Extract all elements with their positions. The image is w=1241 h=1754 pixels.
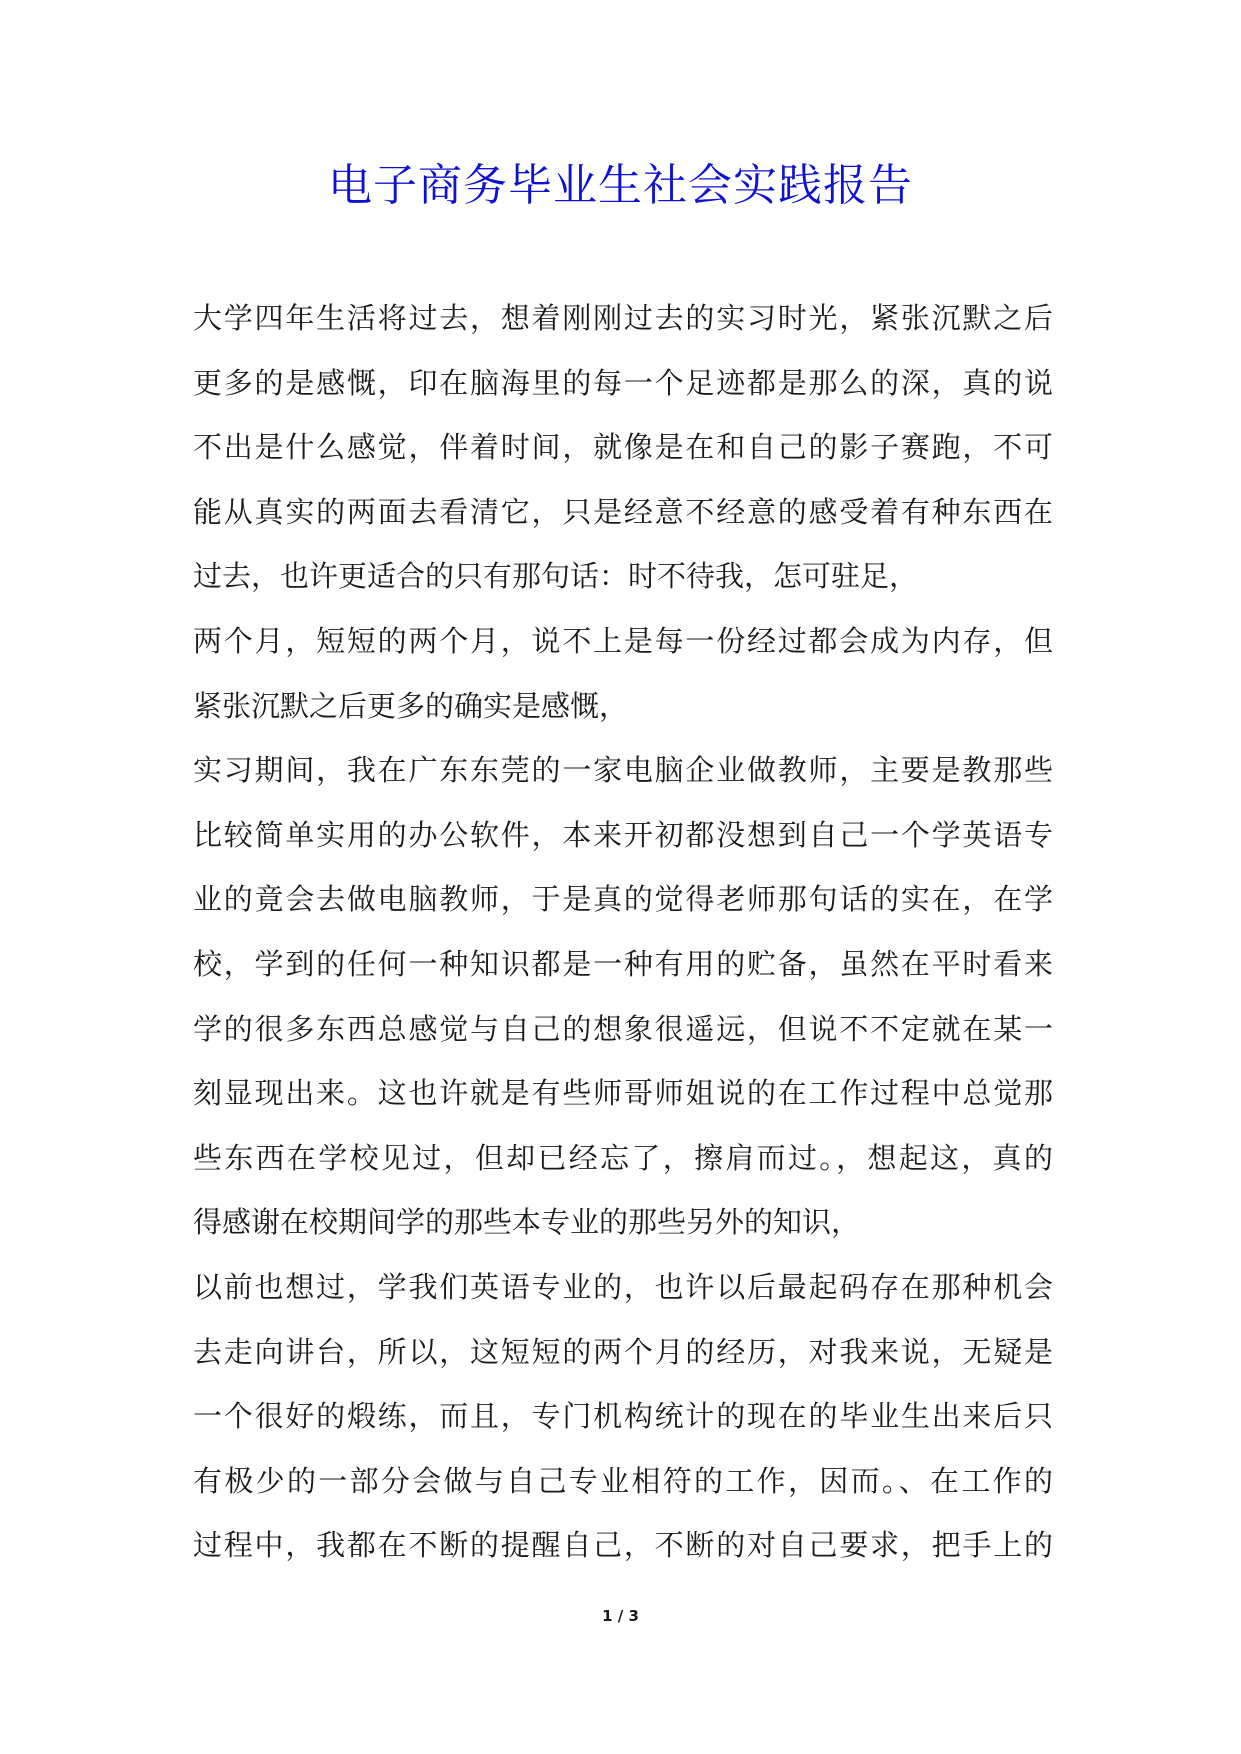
text-line: 更多的是感慨，印在脑海里的每一个足迹都是那么的深，真的说 xyxy=(193,365,1053,400)
text-line: 去走向讲台，所以，这短短的两个月的经历，对我来说，无疑是 xyxy=(193,1334,1053,1369)
text-line: 些东西在学校见过，但却已经忘了，擦肩而过。，想起这，真的 xyxy=(193,1140,1053,1175)
text-line: 得感谢在校期间学的那些本专业的那些另外的知识， xyxy=(193,1205,861,1240)
text-line: 两个月，短短的两个月，说不上是每一份经过都会成为内存，但 xyxy=(193,623,1053,658)
text-line: 一个很好的煅练，而且，专门机构统计的现在的毕业生出来后只 xyxy=(193,1399,1053,1434)
text-line: 能从真实的两面去看清它，只是经意不经意的感受着有种东西在 xyxy=(193,494,1053,529)
text-line: 过去，也许更适合的只有那句话：时不待我，怎可驻足， xyxy=(193,559,919,594)
text-line: 过程中，我都在不断的提醒自己，不断的对自己要求，把手上的 xyxy=(193,1528,1053,1563)
text-line: 以前也想过，学我们英语专业的，也许以后最起码存在那种机会 xyxy=(193,1269,1053,1304)
page-number: 1 / 3 xyxy=(602,1607,639,1625)
text-line: 实习期间，我在广东东莞的一家电脑企业做教师，主要是教那些 xyxy=(193,753,1053,788)
text-line: 大学四年生活将过去，想着刚刚过去的实习时光，紧张沉默之后 xyxy=(193,301,1053,335)
text-line: 学的很多东西总感觉与自己的想象很遥远，但说不不定就在某一 xyxy=(193,1011,1053,1046)
text-line: 比较简单实用的办公软件，本来开初都没想到自己一个学英语专 xyxy=(193,817,1053,852)
document-body xyxy=(193,286,1053,1578)
text-line: 校，学到的任何一种知识都是一种有用的贮备，虽然在平时看来 xyxy=(193,946,1053,981)
document-title: 电子商务毕业生社会实践报告 xyxy=(328,160,913,211)
text-line: 紧张沉默之后更多的确实是感慨， xyxy=(193,688,629,723)
text-line: 有极少的一部分会做与自己专业相符的工作，因而。、在工作的 xyxy=(193,1463,1053,1498)
text-line: 业的竟会去做电脑教师，于是真的觉得老师那句话的实在，在学 xyxy=(193,882,1053,917)
text-line: 不出是什么感觉，伴着时间，就像是在和自己的影子赛跑，不可 xyxy=(193,430,1053,465)
text-line: 刻显现出来。这也许就是有些师哥师姐说的在工作过程中总觉那 xyxy=(193,1076,1053,1111)
